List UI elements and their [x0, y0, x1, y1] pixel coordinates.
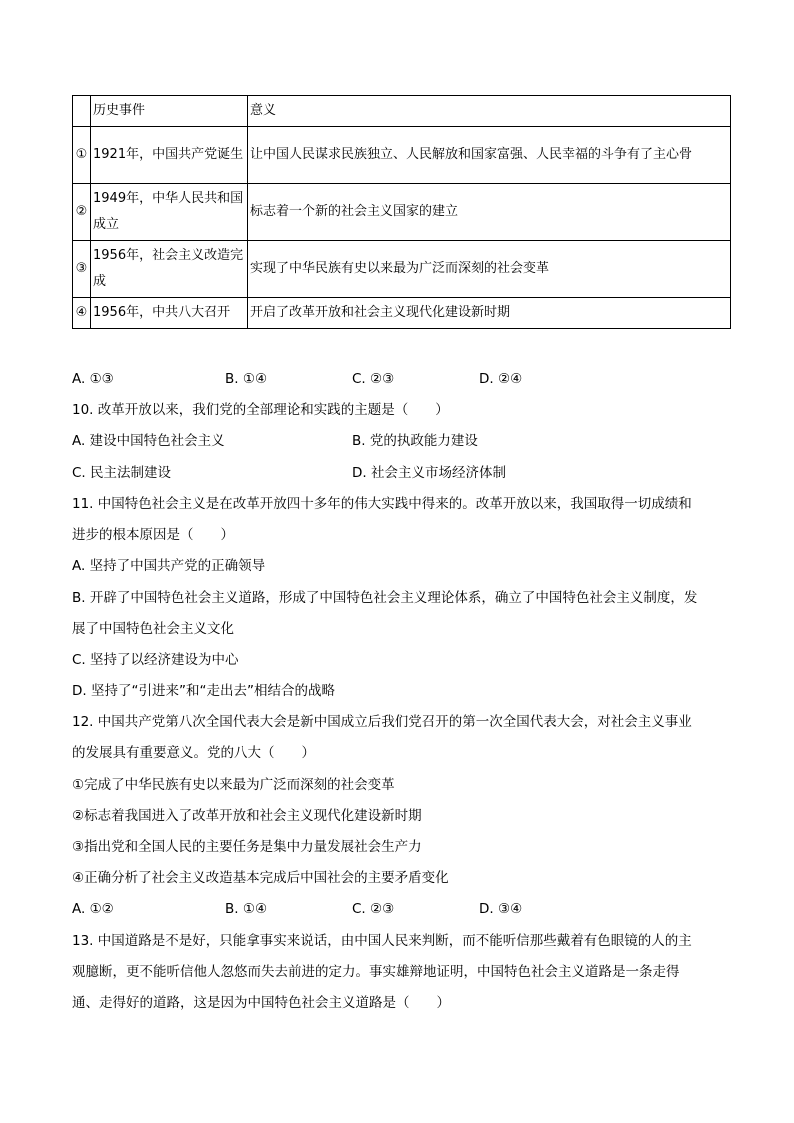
q12-option-c[interactable]: C. ②③	[352, 901, 395, 917]
row-meaning: 标志着一个新的社会主义国家的建立	[248, 184, 731, 241]
q10-option-b[interactable]: B. 党的执政能力建设	[352, 433, 478, 449]
q11-option-b-line1[interactable]: B. 开辟了中国特色社会主义道路，形成了中国特色社会主义理论体系，确立了中国特色社会主义制度，发	[72, 590, 698, 606]
q13-stem-line1: 13. 中国道路是不是好，只能拿事实来说话，由中国人民来判断，而不能听信那些戴着有色眼镜的人的主	[72, 933, 692, 949]
q9-option-c[interactable]: C. ②③	[352, 371, 395, 387]
q10-option-c[interactable]: C. 民主法制建设	[72, 465, 172, 481]
q12-option-b[interactable]: B. ①④	[225, 901, 268, 917]
row-event: 1956年，社会主义改造完成	[91, 241, 248, 298]
table-row	[73, 241, 731, 298]
row-meaning: 让中国人民谋求民族独立、人民解放和国家富强、人民幸福的斗争有了主心骨	[248, 127, 731, 184]
row-number: ③	[73, 241, 91, 298]
q12-item-1: ①完成了中华民族有史以来最为广泛而深刻的社会变革	[72, 777, 395, 793]
q12-stem-line1: 12. 中国共产党第八次全国代表大会是新中国成立后我们党召开的第一次全国代表大会，对社会主义事业	[72, 714, 692, 730]
q9-option-d[interactable]: D. ②④	[479, 371, 523, 387]
table-row	[73, 127, 731, 184]
q11-option-a[interactable]: A. 坚持了中国共产党的正确领导	[72, 558, 266, 574]
q11-option-b-line2[interactable]: 展了中国特色社会主义文化	[72, 621, 234, 637]
q10-stem: 10. 改革开放以来，我们党的全部理论和实践的主题是（ ）	[72, 402, 449, 418]
row-event: 1949年，中华人民共和国成立	[91, 184, 248, 241]
q11-stem-line1: 11. 中国特色社会主义是在改革开放四十多年的伟大实践中得来的。改革开放以来，我国取得一切成绩和	[72, 496, 692, 512]
q12-stem-line2: 的发展具有重要意义。党的八大（ ）	[72, 745, 315, 761]
header-meaning-cell: 意义	[248, 96, 731, 127]
q10-option-d[interactable]: D. 社会主义市场经济体制	[352, 465, 506, 481]
q12-item-3: ③指出党和全国人民的主要任务是集中力量发展社会生产力	[72, 839, 422, 855]
table-row	[73, 298, 731, 329]
row-meaning: 实现了中华民族有史以来最为广泛而深刻的社会变革	[248, 241, 731, 298]
row-number: ②	[73, 184, 91, 241]
row-event: 1956年，中共八大召开	[91, 298, 248, 329]
q11-option-c[interactable]: C. 坚持了以经济建设为中心	[72, 652, 239, 668]
q10-option-a[interactable]: A. 建设中国特色社会主义	[72, 433, 225, 449]
q13-stem-line2: 观臆断，更不能听信他人忽悠而失去前进的定力。事实雄辩地证明，中国特色社会主义道路是一条走得	[72, 964, 680, 980]
row-number: ④	[73, 298, 91, 329]
q9-option-b[interactable]: B. ①④	[225, 371, 268, 387]
q11-option-d[interactable]: D. 坚持了“引进来”和“走出去”相结合的战略	[72, 683, 335, 699]
q12-option-d[interactable]: D. ③④	[479, 901, 523, 917]
header-event-cell: 历史事件	[91, 96, 248, 127]
history-events-table	[72, 95, 731, 329]
row-meaning: 开启了改革开放和社会主义现代化建设新时期	[248, 298, 731, 329]
row-number: ①	[73, 127, 91, 184]
q13-stem-line3: 通、走得好的道路，这是因为中国特色社会主义道路是（ ）	[72, 995, 450, 1011]
header-number-cell	[73, 96, 91, 127]
q11-stem-line2: 进步的根本原因是（ ）	[72, 527, 234, 543]
row-event: 1921年，中国共产党诞生	[91, 127, 248, 184]
q12-item-2: ②标志着我国进入了改革开放和社会主义现代化建设新时期	[72, 808, 422, 824]
q12-option-a[interactable]: A. ①②	[72, 901, 114, 917]
table-header-row	[73, 96, 731, 127]
table-row	[73, 184, 731, 241]
q9-option-a[interactable]: A. ①③	[72, 371, 114, 387]
q12-item-4: ④正确分析了社会主义改造基本完成后中国社会的主要矛盾变化	[72, 870, 449, 886]
